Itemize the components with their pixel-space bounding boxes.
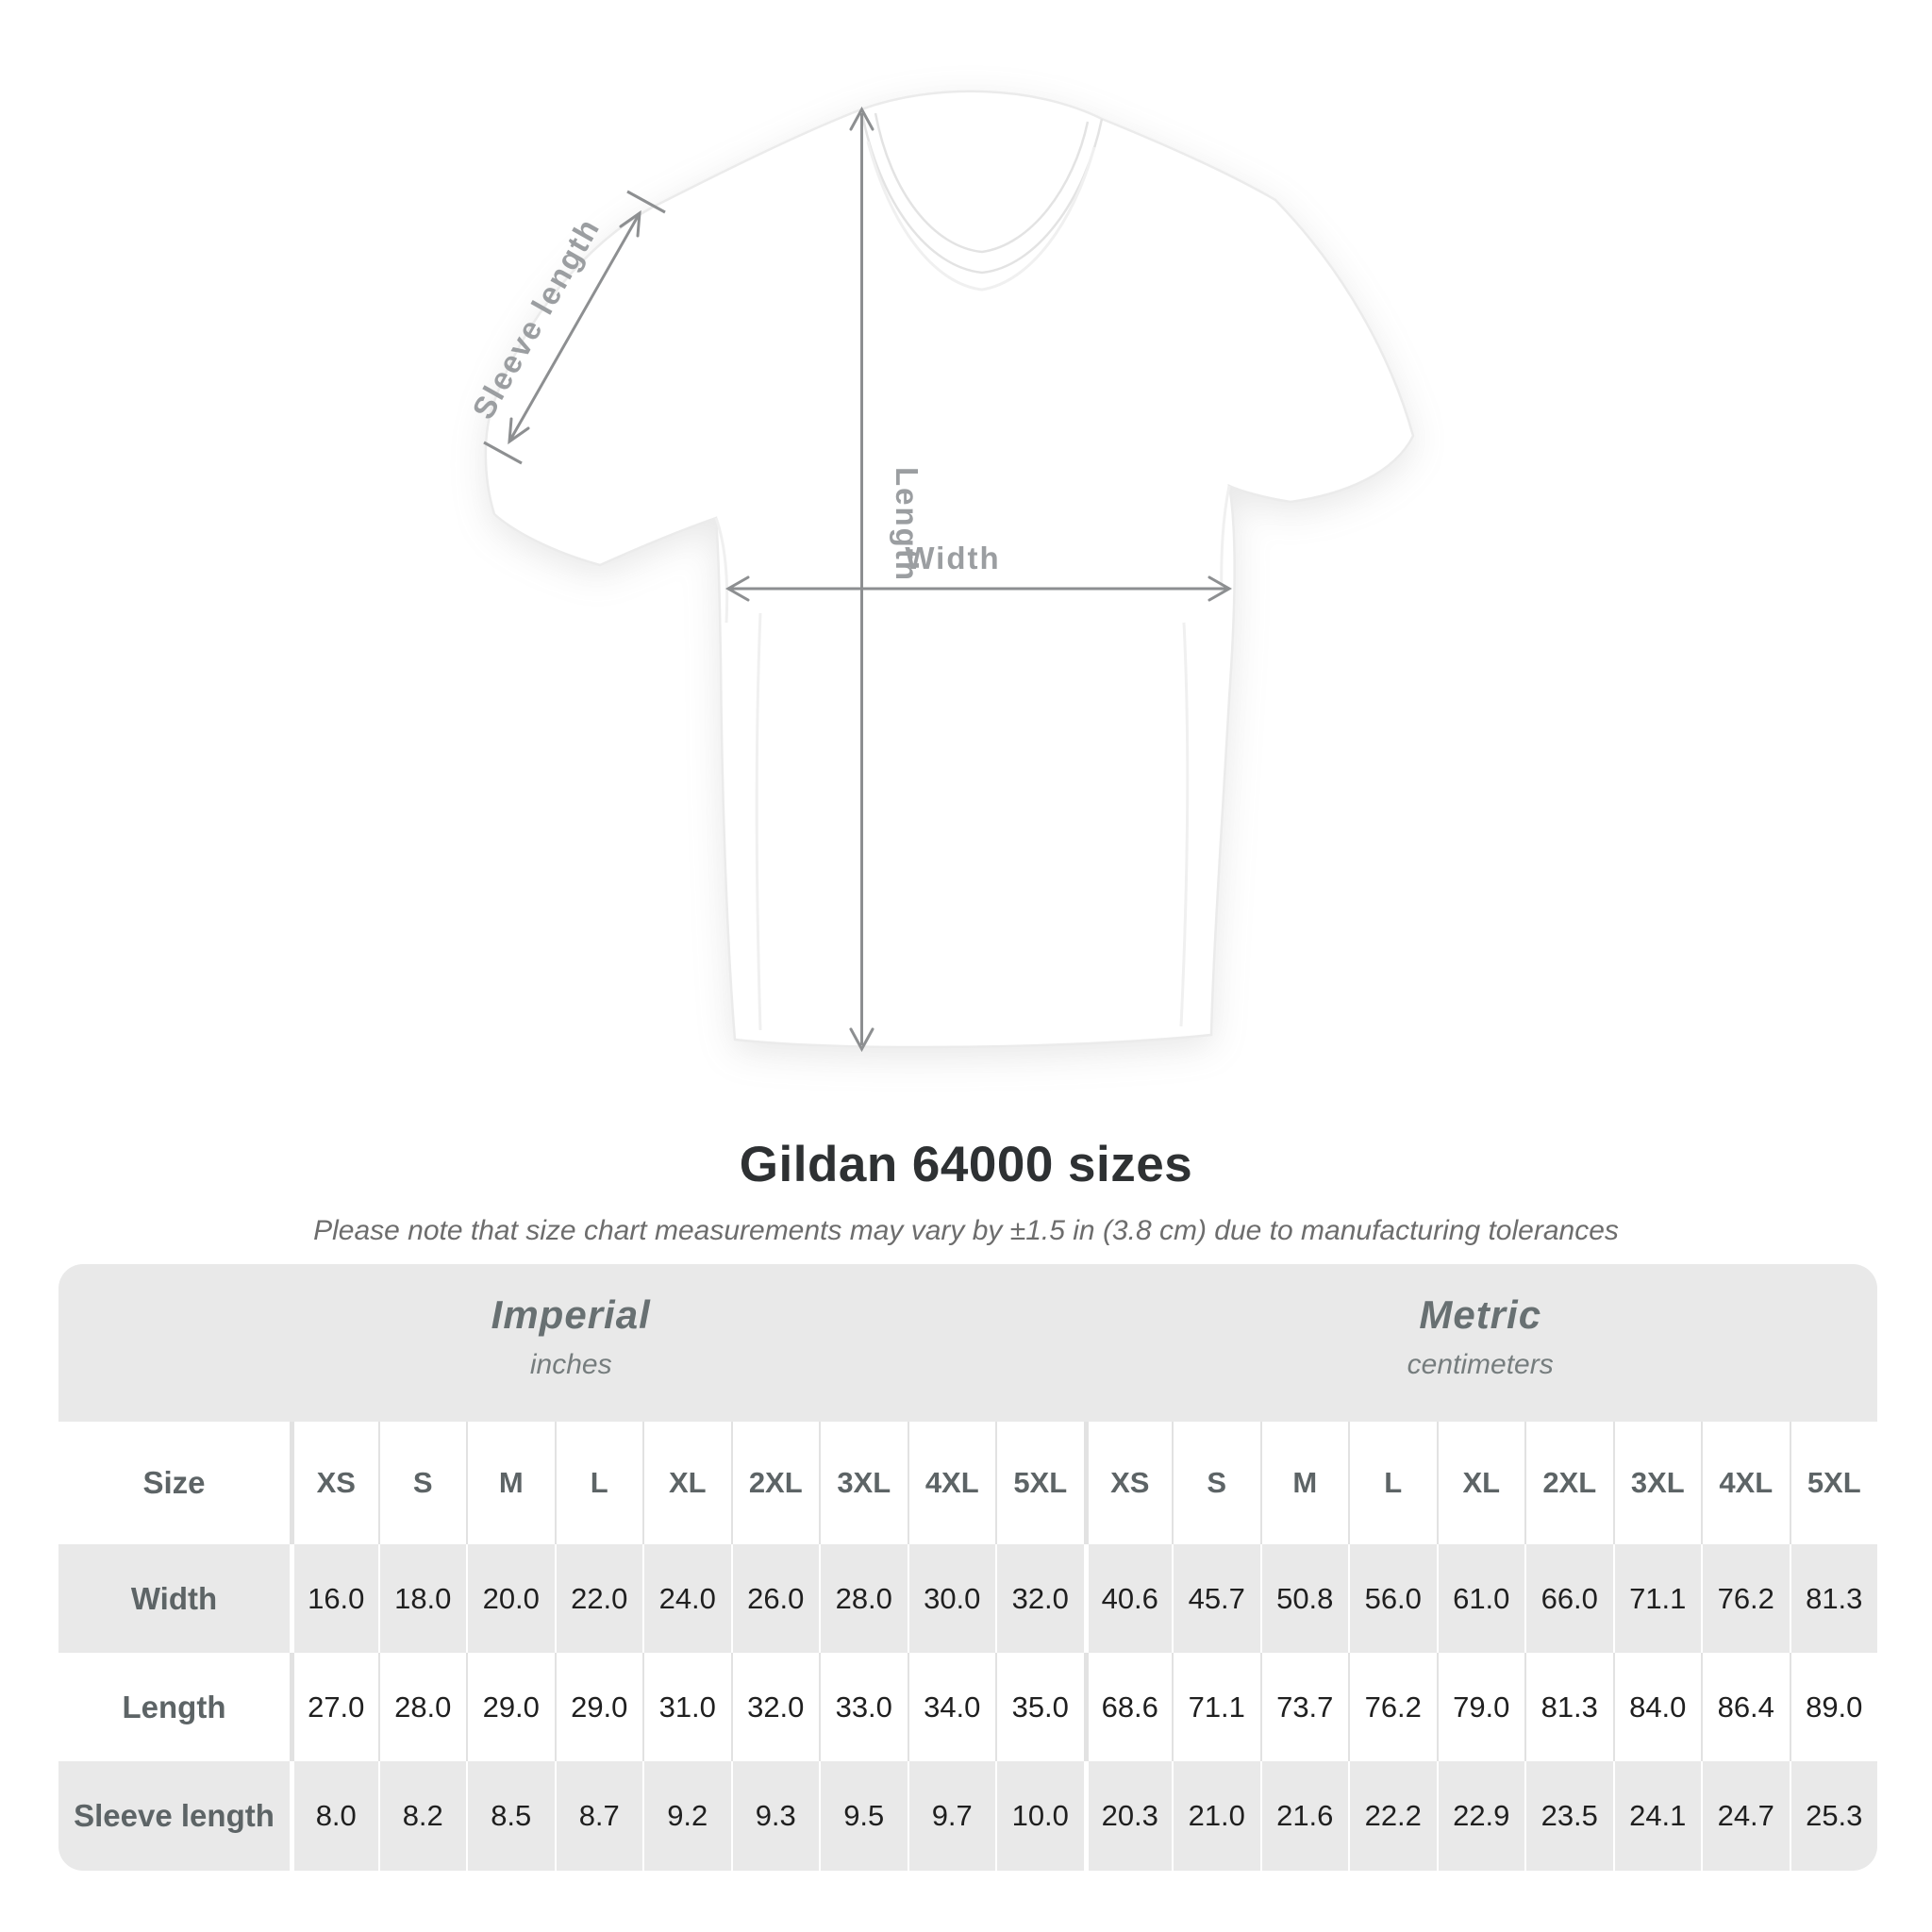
measurement-value-cell: 8.7: [555, 1761, 643, 1871]
size-column-header: 4XL: [908, 1422, 996, 1544]
measurement-value-cell: 9.7: [908, 1761, 996, 1871]
row-label: Width: [130, 1580, 218, 1616]
row-label: Sleeve length: [74, 1798, 275, 1833]
imperial-title: Imperial: [491, 1292, 651, 1337]
measurement-value-cell: 8.0: [290, 1761, 378, 1871]
measurement-value-cell: 16.0: [290, 1544, 378, 1653]
size-column-header: XS: [290, 1422, 378, 1544]
measurement-value-cell: 9.2: [642, 1761, 731, 1871]
size-column-header: 3XL: [819, 1422, 908, 1544]
measurement-value-cell: 68.6: [1084, 1653, 1173, 1761]
metric-header: [1083, 1264, 1877, 1422]
size-column-header: 3XL: [1613, 1422, 1702, 1544]
measurement-value-cell: 29.0: [555, 1653, 643, 1761]
row-label: Length: [122, 1689, 226, 1724]
measurement-value-cell: 33.0: [819, 1653, 908, 1761]
size-column-header: S: [1172, 1422, 1260, 1544]
measurement-value-cell: 21.0: [1172, 1761, 1260, 1871]
measurement-value-cell: 86.4: [1701, 1653, 1790, 1761]
size-header-row: [58, 1422, 1877, 1544]
measurement-value-cell: 32.0: [995, 1544, 1084, 1653]
measurement-value-cell: 45.7: [1172, 1544, 1260, 1653]
measurement-value-cell: 28.0: [378, 1653, 467, 1761]
measurement-value-cell: 73.7: [1260, 1653, 1349, 1761]
measurement-value-cell: 22.9: [1437, 1761, 1525, 1871]
measurement-value-cell: 40.6: [1084, 1544, 1173, 1653]
measurement-value-cell: 26.0: [731, 1544, 820, 1653]
size-column-header: 4XL: [1701, 1422, 1790, 1544]
measurement-value-cell: 23.5: [1524, 1761, 1613, 1871]
measurement-value-cell: 24.7: [1701, 1761, 1790, 1871]
size-column-header: 2XL: [731, 1422, 820, 1544]
measurement-value-cell: 24.0: [642, 1544, 731, 1653]
size-column-header: XL: [642, 1422, 731, 1544]
size-column-header: XL: [1437, 1422, 1525, 1544]
imperial-unit: inches: [529, 1349, 612, 1380]
metric-title: Metric: [1419, 1292, 1542, 1337]
measurement-value-cell: 10.0: [995, 1761, 1084, 1871]
measurement-value-cell: 31.0: [642, 1653, 731, 1761]
size-corner-label: Size: [142, 1465, 206, 1500]
measurement-value-cell: 29.0: [466, 1653, 555, 1761]
size-column-header: M: [466, 1422, 555, 1544]
measurement-value-cell: 30.0: [908, 1544, 996, 1653]
imperial-header: [58, 1264, 1083, 1422]
measurement-value-cell: 76.2: [1348, 1653, 1437, 1761]
measurement-value-cell: 89.0: [1790, 1653, 1878, 1761]
width-label: Width: [905, 541, 1001, 575]
measurement-value-cell: 28.0: [819, 1544, 908, 1653]
measurement-value-cell: 71.1: [1172, 1653, 1260, 1761]
size-column-header: L: [555, 1422, 643, 1544]
table-row-length: [58, 1653, 1877, 1761]
table-row-width: [58, 1544, 1877, 1653]
measurement-value-cell: 61.0: [1437, 1544, 1525, 1653]
measurement-value-cell: 32.0: [731, 1653, 820, 1761]
measurement-value-cell: 84.0: [1613, 1653, 1702, 1761]
measurement-value-cell: 20.0: [466, 1544, 555, 1653]
measurement-value-cell: 81.3: [1790, 1544, 1878, 1653]
measurement-value-cell: 25.3: [1790, 1761, 1878, 1871]
size-column-header: S: [378, 1422, 467, 1544]
measurement-value-cell: 71.1: [1613, 1544, 1702, 1653]
size-column-header: 2XL: [1524, 1422, 1613, 1544]
measurement-value-cell: 34.0: [908, 1653, 996, 1761]
measurement-value-cell: 22.0: [555, 1544, 643, 1653]
measurement-value-cell: 56.0: [1348, 1544, 1437, 1653]
table-row-sleeve-length: [58, 1761, 1877, 1871]
page-title: Gildan 64000 sizes: [739, 1137, 1193, 1192]
measurement-value-cell: 20.3: [1084, 1761, 1173, 1871]
measurement-value-cell: 18.0: [378, 1544, 467, 1653]
size-column-header: XS: [1084, 1422, 1173, 1544]
sleeve-length-label: Sleeve length: [465, 211, 607, 425]
measurement-value-cell: 24.1: [1613, 1761, 1702, 1871]
measurement-value-cell: 81.3: [1524, 1653, 1613, 1761]
size-column-header: L: [1348, 1422, 1437, 1544]
unit-header-band: [58, 1264, 1877, 1422]
measurement-value-cell: 8.5: [466, 1761, 555, 1871]
measurement-value-cell: 9.3: [731, 1761, 820, 1871]
measurement-value-cell: 79.0: [1437, 1653, 1525, 1761]
measurement-value-cell: 66.0: [1524, 1544, 1613, 1653]
measurement-value-cell: 8.2: [378, 1761, 467, 1871]
size-column-header: 5XL: [995, 1422, 1084, 1544]
measurement-value-cell: 9.5: [819, 1761, 908, 1871]
size-table: [58, 1264, 1877, 1871]
measurement-value-cell: 35.0: [995, 1653, 1084, 1761]
measurement-value-cell: 22.2: [1348, 1761, 1437, 1871]
size-column-header: M: [1260, 1422, 1349, 1544]
measurement-value-cell: 76.2: [1701, 1544, 1790, 1653]
metric-unit: centimeters: [1407, 1349, 1554, 1380]
tolerance-note: Please note that size chart measurements may vary by ±1.5 in (3.8 cm) due to manufacturing tolerances: [313, 1215, 1619, 1246]
length-label: Length: [890, 467, 924, 582]
measurement-value-cell: 21.6: [1260, 1761, 1349, 1871]
size-column-header: 5XL: [1790, 1422, 1878, 1544]
measurement-value-cell: 50.8: [1260, 1544, 1349, 1653]
measurement-value-cell: 27.0: [290, 1653, 378, 1761]
